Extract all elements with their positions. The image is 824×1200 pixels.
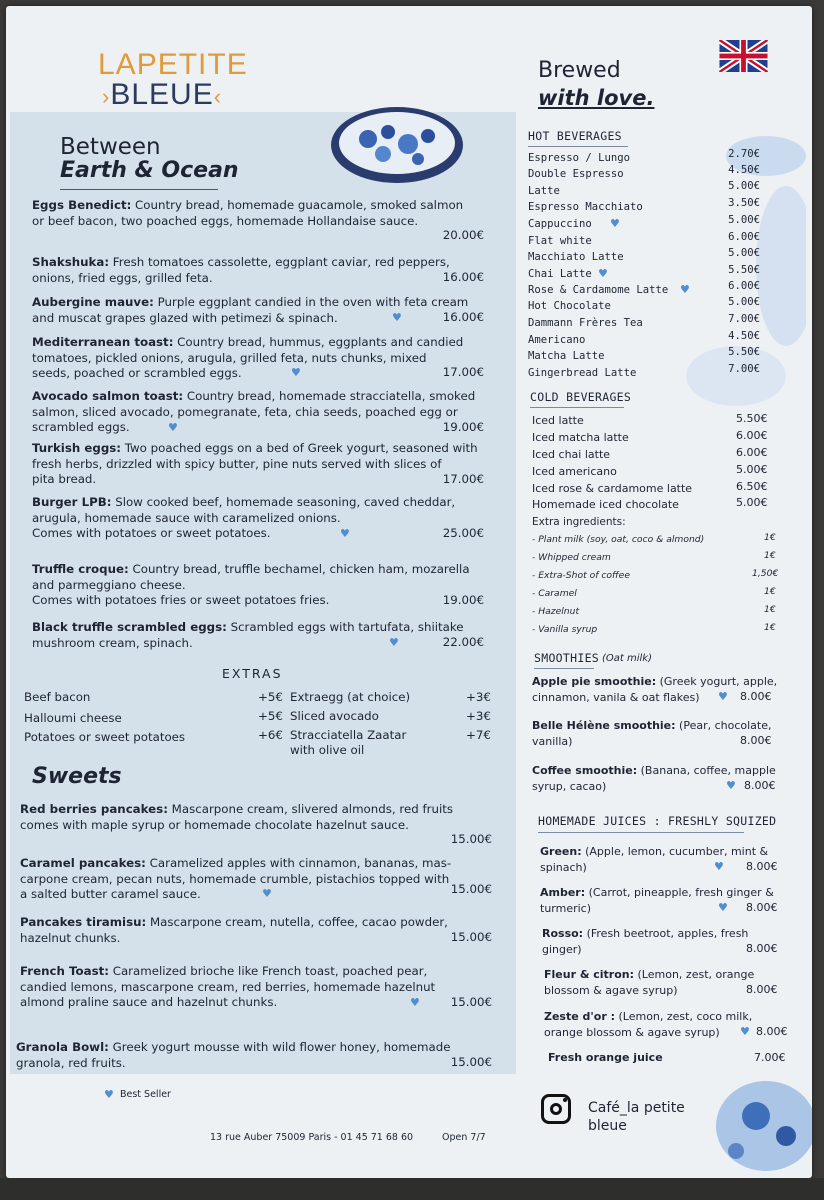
smoothie-item: Apple pie smoothie: (Greek yogurt, apple, cinnamon, vanila & oat flakes) [532, 675, 778, 704]
smoothies-underline [534, 668, 594, 669]
best-seller-heart-icon: ♥ [726, 779, 736, 792]
extras-title: EXTRAS [222, 666, 283, 681]
extra-item: Sliced avocado [290, 709, 379, 723]
hot-beverage-price: 7.00€ [728, 363, 760, 375]
logo-line-2: BLEUE [110, 78, 214, 111]
hot-beverage-price: 4.50€ [728, 164, 760, 176]
extra-ingredients-title: Extra ingredients: [532, 516, 626, 528]
best-seller-heart-icon: ♥ [262, 887, 272, 900]
item-price: 15.00€ [450, 1055, 492, 1069]
smoothie-price: 8.00€ [744, 779, 776, 792]
best-seller-legend: Best Seller [120, 1089, 171, 1100]
cold-beverage-price: 5.00€ [736, 496, 768, 509]
instagram-icon-dot [563, 1098, 567, 1102]
hot-beverage-name: Dammann Frères Tea [528, 317, 643, 329]
juice-price: 8.00€ [756, 1025, 788, 1038]
hot-beverage-price: 6.00€ [728, 280, 760, 292]
cold-beverage-price: 6.00€ [736, 429, 768, 442]
list-item: Truffle croque: Country bread, truffle bechamel, chicken ham, mozarella and parmeggiano cheese. Comes with potatoes fries or sweet potatoes fries. [32, 562, 470, 608]
orange-juice-name: Fresh orange juice [548, 1051, 663, 1064]
hot-beverage-price: 5.00€ [728, 214, 760, 226]
best-seller-heart-icon: ♥ [392, 311, 402, 324]
extra-price: +5€ [258, 709, 283, 723]
best-seller-heart-icon: ♥ [389, 636, 399, 649]
cold-beverages-title: COLD BEVERAGES [530, 390, 632, 404]
list-item: Shakshuka: Fresh tomatoes cassolette, eggplant caviar, red peppers, onions, fried eggs, grilled feta. [32, 255, 450, 285]
best-seller-heart-icon: ♥ [718, 901, 728, 914]
hot-beverage-price: 5.00€ [728, 180, 760, 192]
hot-beverage-name: Flat white [528, 235, 592, 247]
smoothie-price: 8.00€ [740, 690, 772, 703]
bowl-illustration [328, 104, 466, 186]
juice-price: 8.00€ [746, 942, 778, 955]
logo-line-1: LAPETITE [98, 48, 248, 81]
item-price: 15.00€ [450, 930, 492, 944]
extra-price: +3€ [466, 709, 491, 723]
item-price: 17.00€ [442, 472, 484, 486]
juice-item: Zeste d'or : (Lemon, zest, coco milk, orange blossom & agave syrup) [544, 1010, 753, 1039]
hot-beverage-name: Hot Chocolate [528, 300, 611, 312]
uk-flag-icon[interactable] [719, 40, 768, 72]
logo-chevron-left: › [102, 84, 111, 109]
list-item: Aubergine mauve: Purple eggplant candied in the oven with feta cream and muscat grapes glazed with petimezi & spinach. [32, 295, 469, 325]
juices-underline [538, 832, 744, 833]
brand-logo [98, 50, 248, 112]
hot-beverage-name: Latte [528, 185, 560, 197]
table-surface [0, 1178, 824, 1200]
hot-beverages-underline [528, 146, 628, 147]
extra-ingredient-name: - Plant milk (soy, oat, coco & almond) [532, 534, 705, 545]
extra-ingredient-name: - Whipped cream [532, 552, 611, 563]
list-item: Turkish eggs: Two poached eggs on a bed of Greek yogurt, seasoned with fresh herbs, drizzled with spicy butter, pine nuts served with slices of pita bread. [32, 441, 478, 487]
best-seller-heart-icon: ♥ [714, 860, 724, 873]
title-underline [60, 189, 218, 190]
list-item: Burger LPB: Slow cooked beef, homemade seasoning, caved cheddar, arugula, homemade sauce with caramelized onions. Comes with potatoes or sweet potatoes. [32, 495, 456, 541]
hot-beverage-name: Gingerbread Latte [528, 367, 637, 379]
best-seller-heart-icon: ♥ [291, 366, 301, 379]
hot-beverage-name: Matcha Latte [528, 350, 605, 362]
smoothie-item: Belle Hélène smoothie: (Pear, chocolate, vanilla) [532, 719, 772, 748]
list-item: Eggs Benedict: Country bread, homemade guacamole, smoked salmon or beef bacon, two poached eggs, homemade Hollandaise sauce. [32, 198, 464, 228]
instagram-handle[interactable]: Café_la petite bleue [588, 1100, 685, 1134]
item-price: 15.00€ [450, 995, 492, 1009]
extra-ingredient-name: - Hazelnut [532, 606, 580, 617]
extra-ingredient-price: 1€ [764, 550, 776, 561]
hot-beverage-name: Double Espresso [528, 168, 624, 180]
extra-price: +5€ [258, 690, 283, 704]
best-seller-heart-icon: ♥ [410, 996, 420, 1009]
cold-beverage-name: Iced chai latte [532, 448, 611, 461]
hot-beverage-price: 5.50€ [728, 346, 760, 358]
cold-beverage-price: 6.00€ [736, 446, 768, 459]
extra-ingredient-name: - Extra-Shot of coffee [532, 570, 630, 581]
list-item: Black truffle scrambled eggs: Scrambled eggs with tartufata, shiitake mushroom cream, spinach. [32, 620, 464, 650]
extra-item: Stracciatella Zaatar [290, 728, 407, 742]
juices-title: HOMEMADE JUICES : FRESHLY SQUIZED [538, 814, 777, 828]
best-seller-heart-icon: ♥ [598, 267, 608, 280]
item-price: 16.00€ [442, 270, 484, 284]
list-item: Red berries pancakes: Mascarpone cream, slivered almonds, red fruits comes with maple syrup or homemade chocolate hazelnut sauce. [20, 802, 454, 832]
item-price: 15.00€ [450, 882, 492, 896]
smoothie-price: 8.00€ [740, 734, 772, 747]
extra-ingredient-price: 1€ [764, 532, 776, 543]
extra-price: +6€ [258, 728, 283, 742]
list-item: Pancakes tiramisu: Mascarpone cream, nutella, coffee, cacao powder, hazelnut chunks. [20, 915, 448, 945]
cold-beverage-name: Iced latte [532, 414, 584, 427]
extra-ingredient-price: 1€ [764, 586, 776, 597]
smoothies-subtitle: (Oat milk) [602, 653, 652, 664]
hot-beverage-price: 5.00€ [728, 296, 760, 308]
extra-price: +3€ [466, 690, 491, 704]
hot-beverage-name: Macchiato Latte [528, 251, 624, 263]
section-title-top: Between [60, 134, 161, 160]
cold-beverage-price: 6.50€ [736, 480, 768, 493]
hot-beverage-name: Rose & Cardamome Latte [528, 284, 669, 296]
best-seller-heart-icon: ♥ [718, 690, 728, 703]
section-title-bottom: Earth & Ocean [60, 158, 239, 183]
item-price: 19.00€ [442, 593, 484, 607]
hot-beverage-price: 6.00€ [728, 231, 760, 243]
best-seller-heart-icon: ♥ [740, 1025, 750, 1038]
cold-beverage-price: 5.00€ [736, 463, 768, 476]
extra-ingredient-price: 1,50€ [752, 568, 779, 579]
cold-beverage-name: Iced americano [532, 465, 617, 478]
best-seller-heart-icon: ♥ [168, 421, 178, 434]
extra-item: Halloumi cheese [24, 711, 122, 725]
extra-item-cont: with olive oil [290, 743, 365, 757]
list-item: Mediterranean toast: Country bread, hummus, eggplants and candied tomatoes, pickled onions, arugula, grilled feta, nuts chunks, mixed seeds, poached or scrambled eggs. [32, 335, 464, 381]
extra-ingredient-name: - Vanilla syrup [532, 624, 598, 635]
hot-beverage-price: 3.50€ [728, 197, 760, 209]
hot-beverage-price: 4.50€ [728, 330, 760, 342]
logo-chevron-right: ‹ [213, 84, 223, 109]
extra-price: +7€ [466, 728, 491, 742]
item-price: 22.00€ [442, 635, 484, 649]
juice-item: Green: (Apple, lemon, cucumber, mint & spinach) [540, 845, 769, 874]
right-title-top: Brewed [538, 58, 621, 83]
extra-ingredient-price: 1€ [764, 604, 776, 615]
list-item: Caramel pancakes: Caramelized apples with cinnamon, bananas, mas- carpone cream, pecan nuts, homemade crumble, pistachios topped with a salted butter caramel sauce. [20, 856, 452, 902]
extra-item: Beef bacon [24, 690, 91, 704]
juice-price: 8.00€ [746, 860, 778, 873]
extra-ingredient-price: 1€ [764, 622, 776, 633]
smoothie-item: Coffee smoothie: (Banana, coffee, mapple syrup, cacao) [532, 764, 776, 793]
list-item: French Toast: Caramelized brioche like French toast, poached pear, candied lemons, mascarpone cream, red berries, homemade hazelnut almond praline sauce and hazelnut chunks. [20, 964, 436, 1010]
hot-beverage-price: 5.50€ [728, 264, 760, 276]
blue-floral-decoration [706, 1056, 812, 1178]
hot-beverage-name: Chai Latte [528, 268, 592, 280]
list-item: Avocado salmon toast: Country bread, homemade stracciatella, smoked salmon, sliced avocado, pomegranate, feta, chia seeds, poached egg or scrambled eggs. [32, 389, 476, 435]
item-price: 19.00€ [442, 420, 484, 434]
hot-beverage-price: 2.70€ [728, 148, 760, 160]
juice-price: 8.00€ [746, 983, 778, 996]
cold-beverages-underline [530, 407, 624, 408]
cold-beverage-name: Iced rose & cardamome latte [532, 482, 693, 495]
footer-open-hours: Open 7/7 [442, 1132, 486, 1143]
cold-beverage-name: Iced matcha latte [532, 431, 629, 444]
hot-beverage-name: Espresso / Lungo [528, 152, 631, 164]
right-title-bottom: with love. [538, 86, 655, 110]
extra-item: Potatoes or sweet potatoes [24, 730, 186, 744]
menu-page [6, 6, 812, 1178]
smoothies-title: SMOOTHIES [534, 651, 600, 665]
extra-item: Extraegg (at choice) [290, 690, 411, 704]
hot-beverages-title: HOT BEVERAGES [528, 129, 622, 143]
hot-beverage-name: Cappuccino [528, 218, 592, 230]
footer-address: 13 rue Auber 75009 Paris - 01 45 71 68 60 [210, 1132, 414, 1143]
hot-beverage-price: 5.00€ [728, 247, 760, 259]
hot-beverage-name: Americano [528, 334, 586, 346]
juice-price: 8.00€ [746, 901, 778, 914]
cold-beverage-name: Homemade iced chocolate [532, 498, 679, 511]
best-seller-legend-heart-icon: ♥ [104, 1088, 114, 1101]
best-seller-heart-icon: ♥ [340, 527, 350, 540]
extra-ingredient-name: - Caramel [532, 588, 577, 599]
hot-beverage-name: Espresso Macchiato [528, 201, 643, 213]
juice-item: Fleur & citron: (Lemon, zest, orange blossom & agave syrup) [544, 968, 755, 997]
cold-beverage-price: 5.50€ [736, 412, 768, 425]
best-seller-heart-icon: ♥ [680, 283, 690, 296]
item-price: 16.00€ [442, 310, 484, 324]
item-price: 15.00€ [450, 832, 492, 846]
best-seller-heart-icon: ♥ [610, 217, 620, 230]
sweets-title: Sweets [32, 764, 122, 789]
item-price: 25.00€ [442, 526, 484, 540]
item-price: 17.00€ [442, 365, 484, 379]
item-price: 20.00€ [442, 228, 484, 242]
juice-item: Rosso: (Fresh beetroot, apples, fresh ginger) [542, 927, 749, 956]
list-item: Granola Bowl: Greek yogurt mousse with wild flower honey, homemade granola, red fruits. [16, 1040, 451, 1070]
juice-item: Amber: (Carrot, pineapple, fresh ginger & turmeric) [540, 886, 774, 915]
orange-juice-price: 7.00€ [754, 1051, 786, 1064]
hot-beverage-price: 7.00€ [728, 313, 760, 325]
